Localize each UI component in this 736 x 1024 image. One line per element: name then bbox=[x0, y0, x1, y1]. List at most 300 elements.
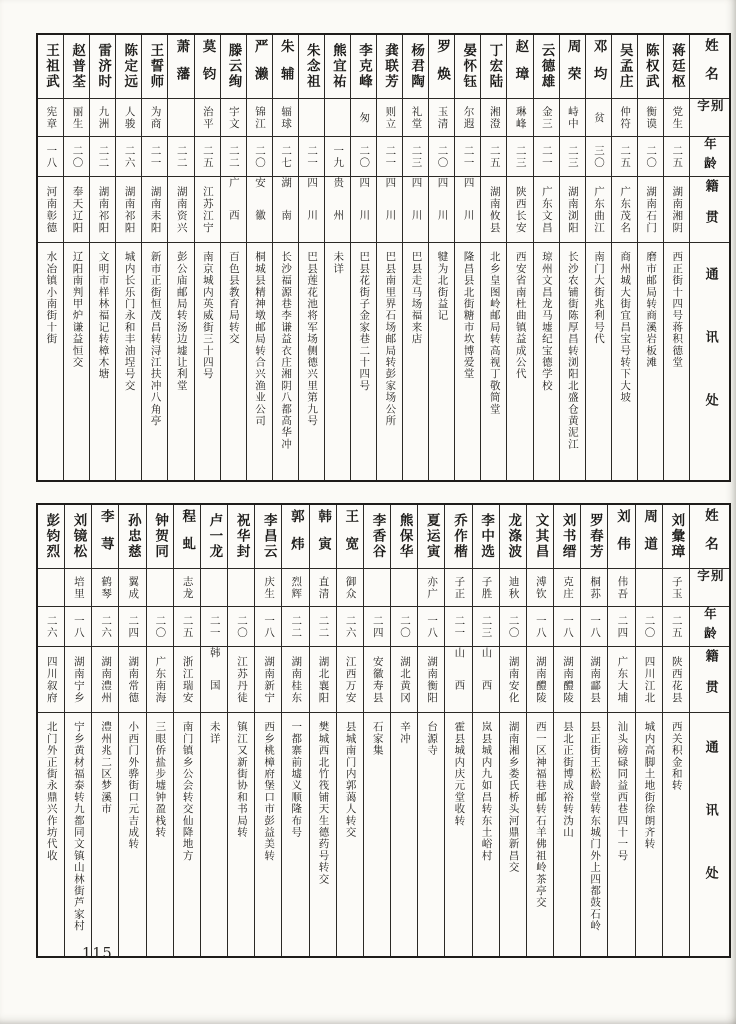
age-cell-text: 二〇 bbox=[235, 614, 248, 639]
age-cell-text: 二一 bbox=[208, 614, 221, 639]
native-place-cell-text: 湖南攸县 bbox=[488, 185, 501, 234]
courtesy-name-cell-text: 贫 bbox=[593, 111, 605, 124]
courtesy-name-cell-text: 仲符 bbox=[619, 105, 632, 130]
native-place-cell bbox=[221, 177, 246, 243]
address-cell bbox=[201, 713, 227, 956]
registry-entry-column bbox=[200, 505, 227, 956]
native-place-cell bbox=[90, 177, 115, 243]
age-cell bbox=[255, 607, 281, 647]
name-cell bbox=[481, 35, 506, 99]
header-age-label: 年龄 bbox=[702, 607, 718, 646]
registry-entry-column bbox=[472, 505, 499, 956]
address-cell bbox=[92, 713, 118, 956]
registry-entry-column bbox=[91, 505, 118, 956]
address-cell bbox=[391, 713, 417, 956]
native-place-cell bbox=[527, 647, 553, 713]
registry-entry-column bbox=[38, 35, 63, 480]
native-place-cell-text: 湖南祁阳 bbox=[97, 185, 110, 234]
name-cell-text: 程虬 bbox=[179, 509, 196, 564]
courtesy-name-cell-text: 峙中 bbox=[566, 105, 579, 130]
name-cell bbox=[310, 505, 336, 569]
native-place-cell bbox=[391, 647, 417, 713]
courtesy-name-cell bbox=[500, 569, 526, 607]
age-cell bbox=[534, 137, 559, 177]
courtesy-name-cell-text: 亦广 bbox=[426, 575, 439, 600]
age-cell bbox=[612, 137, 637, 177]
courtesy-name-cell-text: 伟吾 bbox=[616, 575, 629, 600]
address-cell bbox=[455, 243, 480, 480]
registry-entry-column bbox=[428, 35, 454, 480]
address-cell bbox=[142, 243, 167, 480]
registry-entry-column bbox=[402, 35, 428, 480]
courtesy-name-cell-text: 人骏 bbox=[123, 105, 136, 130]
address-cell bbox=[168, 243, 193, 480]
header-age bbox=[690, 137, 729, 177]
header-courtesy-name bbox=[690, 99, 729, 137]
address-cell bbox=[299, 243, 324, 480]
courtesy-name-cell bbox=[663, 569, 689, 607]
courtesy-name-cell bbox=[255, 569, 281, 607]
name-cell-text: 陈权武 bbox=[642, 43, 659, 90]
address-cell bbox=[325, 243, 350, 480]
name-cell bbox=[228, 505, 254, 569]
address-cell-text: 犍为北街益记 bbox=[436, 251, 449, 322]
name-cell-text: 刘伟 bbox=[613, 509, 630, 564]
age-cell-text: 一八 bbox=[426, 614, 439, 639]
registry-table-bottom bbox=[36, 503, 731, 958]
name-cell bbox=[455, 35, 480, 99]
name-cell-text: 孙忠慈 bbox=[124, 513, 141, 560]
name-cell-text: 萧藩 bbox=[173, 39, 190, 94]
courtesy-name-cell bbox=[337, 569, 363, 607]
address-cell-text: 西一区神福巷邮转石羊佛祖岭茶亭交 bbox=[534, 721, 547, 909]
courtesy-name-cell-text: 庆生 bbox=[263, 575, 276, 600]
name-cell bbox=[255, 505, 281, 569]
address-cell bbox=[337, 713, 363, 956]
native-place-cell bbox=[664, 177, 689, 243]
name-cell bbox=[581, 505, 607, 569]
age-cell bbox=[507, 137, 532, 177]
address-cell bbox=[581, 713, 607, 956]
age-cell bbox=[377, 137, 402, 177]
name-cell-text: 朱念祖 bbox=[303, 43, 320, 90]
native-place-cell bbox=[364, 647, 390, 713]
registry-entry-column bbox=[480, 35, 506, 480]
name-cell-text: 罗焕 bbox=[434, 39, 451, 94]
name-cell bbox=[507, 35, 532, 99]
native-place-cell bbox=[119, 647, 145, 713]
name-cell-text: 陈定远 bbox=[121, 43, 138, 90]
address-cell bbox=[403, 243, 428, 480]
native-place-cell bbox=[299, 177, 324, 243]
address-cell-text: 辛冲 bbox=[398, 721, 411, 745]
address-cell-text: 南京城内英威街三十四号 bbox=[201, 251, 214, 380]
header-age bbox=[690, 607, 729, 647]
age-cell bbox=[90, 137, 115, 177]
age-cell-text: 二二 bbox=[227, 144, 240, 169]
courtesy-name-cell bbox=[586, 99, 611, 137]
header-native-place bbox=[690, 647, 729, 713]
name-cell-text: 王誓师 bbox=[147, 43, 164, 90]
page-number: 115 bbox=[82, 946, 113, 962]
age-cell-text: 二二 bbox=[317, 614, 330, 639]
name-cell bbox=[64, 35, 89, 99]
native-place-cell bbox=[560, 177, 585, 243]
native-place-cell bbox=[638, 177, 663, 243]
address-cell bbox=[119, 713, 145, 956]
courtesy-name-cell bbox=[636, 569, 662, 607]
age-cell bbox=[429, 137, 454, 177]
age-cell bbox=[116, 137, 141, 177]
address-cell-text: 西关积金和转 bbox=[670, 721, 683, 792]
age-cell bbox=[168, 137, 193, 177]
age-cell-text: 二三 bbox=[566, 144, 579, 169]
name-cell-text: 莫钧 bbox=[199, 39, 216, 94]
age-cell bbox=[273, 137, 298, 177]
name-cell bbox=[554, 505, 580, 569]
name-cell-text: 丁宏陆 bbox=[486, 43, 503, 90]
age-cell bbox=[663, 607, 689, 647]
courtesy-name-cell bbox=[142, 99, 167, 137]
address-cell-text: 镇江又新街协和书局转 bbox=[235, 721, 248, 838]
address-cell-text: 北门外正街永鼎兴作坊代收 bbox=[45, 721, 58, 862]
address-cell-text: 巴县走马场福来店 bbox=[410, 251, 423, 345]
name-cell-text: 李昌云 bbox=[260, 513, 277, 560]
registry-entry-column bbox=[89, 35, 115, 480]
native-place-cell-text: 广东茂名 bbox=[619, 185, 632, 234]
age-cell-text: 二一 bbox=[540, 144, 553, 169]
age-cell-text: 二四 bbox=[371, 614, 384, 639]
name-cell-text: 赵普荃 bbox=[69, 43, 86, 90]
native-place-cell bbox=[174, 647, 200, 713]
native-place-cell bbox=[586, 177, 611, 243]
address-cell-text: 石家集 bbox=[371, 721, 384, 757]
native-place-cell bbox=[455, 177, 480, 243]
age-cell-text: 二四 bbox=[616, 614, 629, 639]
name-cell bbox=[377, 35, 402, 99]
age-cell-text: 二六 bbox=[45, 614, 58, 639]
native-place-cell-text: 江苏丹徒 bbox=[235, 655, 248, 704]
name-cell bbox=[92, 505, 118, 569]
registry-entry-column bbox=[607, 505, 634, 956]
name-cell-text: 乔作楷 bbox=[450, 513, 467, 560]
native-place-cell bbox=[554, 647, 580, 713]
name-cell bbox=[325, 35, 350, 99]
name-cell-text: 杨君陶 bbox=[408, 43, 425, 90]
age-cell bbox=[337, 607, 363, 647]
address-cell-text: 百色县教育局转交 bbox=[227, 251, 240, 345]
age-cell-text: 二五 bbox=[181, 614, 194, 639]
courtesy-name-cell bbox=[92, 569, 118, 607]
courtesy-name-cell-text: 金三 bbox=[540, 105, 553, 130]
courtesy-name-cell-text: 子胜 bbox=[480, 575, 493, 600]
address-cell-text: 南门大街兆利号代 bbox=[593, 251, 605, 345]
courtesy-name-cell bbox=[299, 99, 324, 137]
registry-entry-column bbox=[63, 35, 89, 480]
courtesy-name-cell-text: 子玉 bbox=[670, 575, 683, 600]
address-cell-text: 未详 bbox=[208, 721, 221, 745]
native-place-cell-text: 湖南资兴 bbox=[175, 185, 188, 234]
age-cell-text: 二〇 bbox=[71, 144, 84, 169]
age-cell bbox=[174, 607, 200, 647]
address-cell-text: 长沙农铺街陈厚昌转浏阳北盛仓黄泥江 bbox=[566, 251, 579, 450]
courtesy-name-cell bbox=[364, 569, 390, 607]
name-cell bbox=[147, 505, 173, 569]
courtesy-name-cell-text: 玉清 bbox=[436, 105, 449, 130]
age-cell bbox=[38, 607, 64, 647]
registry-entry-column bbox=[635, 505, 662, 956]
age-cell-text: 二〇 bbox=[398, 614, 411, 639]
registry-entry-column bbox=[167, 35, 193, 480]
registry-entry-column bbox=[298, 35, 324, 480]
courtesy-name-cell bbox=[201, 569, 227, 607]
address-cell bbox=[481, 243, 506, 480]
native-place-cell bbox=[228, 647, 254, 713]
native-place-cell-text: 江苏江宁 bbox=[201, 185, 214, 234]
courtesy-name-cell-text: 翼成 bbox=[127, 575, 140, 600]
native-place-cell bbox=[168, 177, 193, 243]
name-cell-text: 龙涤波 bbox=[505, 513, 522, 560]
address-cell bbox=[608, 713, 634, 956]
courtesy-name-cell-text: 溥钦 bbox=[534, 575, 547, 600]
age-cell bbox=[221, 137, 246, 177]
age-cell-text: 二一 bbox=[149, 144, 162, 169]
age-cell-text: 二六 bbox=[100, 614, 113, 639]
courtesy-name-cell-text: 桐荪 bbox=[589, 575, 602, 600]
age-cell-text: 二五 bbox=[671, 144, 684, 169]
native-place-cell-text: 安徽 bbox=[253, 177, 266, 242]
address-cell-text: 西正街十四号蒋积德堂 bbox=[671, 251, 684, 368]
address-cell bbox=[116, 243, 141, 480]
registry-entry-column bbox=[585, 35, 611, 480]
native-place-cell-text: 湖南湘阴 bbox=[671, 185, 684, 234]
native-place-cell bbox=[337, 647, 363, 713]
name-cell-text: 罗春芳 bbox=[586, 513, 603, 560]
name-cell bbox=[664, 35, 689, 99]
address-cell-text: 桐城县精神墩邮局转合兴渔业公司 bbox=[253, 251, 266, 427]
age-cell bbox=[282, 607, 308, 647]
age-cell bbox=[201, 607, 227, 647]
name-cell bbox=[168, 35, 193, 99]
native-place-cell-text: 四川 bbox=[436, 177, 449, 242]
header-address bbox=[690, 243, 729, 480]
courtesy-name-cell-text: 培里 bbox=[72, 575, 85, 600]
age-cell-text: 二〇 bbox=[358, 144, 371, 169]
address-cell bbox=[560, 243, 585, 480]
age-cell-text: 二四 bbox=[127, 614, 140, 639]
name-cell bbox=[90, 35, 115, 99]
address-cell bbox=[65, 713, 91, 956]
name-cell-text: 刘镜松 bbox=[70, 513, 87, 560]
header-name bbox=[690, 35, 729, 99]
age-cell-text: 一八 bbox=[589, 614, 602, 639]
native-place-cell bbox=[38, 177, 63, 243]
address-cell bbox=[527, 713, 553, 956]
name-cell-text: 李香谷 bbox=[369, 513, 386, 560]
name-cell-text: 云德雄 bbox=[538, 43, 555, 90]
courtesy-name-cell bbox=[38, 99, 63, 137]
header-native-place bbox=[690, 177, 729, 243]
native-place-cell-text: 湖南 bbox=[280, 177, 293, 242]
courtesy-name-cell-text: 御众 bbox=[344, 575, 357, 600]
native-place-cell-text: 四川 bbox=[358, 177, 371, 242]
native-place-cell bbox=[663, 647, 689, 713]
age-cell-text: 一八 bbox=[562, 614, 574, 639]
age-cell-text: 二〇 bbox=[253, 144, 266, 169]
native-place-cell bbox=[65, 647, 91, 713]
native-place-cell-text: 湖南安化 bbox=[507, 655, 520, 704]
courtesy-name-cell bbox=[351, 99, 376, 137]
age-cell-text: 二一 bbox=[453, 614, 466, 639]
name-cell bbox=[429, 35, 454, 99]
registry-entry-column bbox=[146, 505, 173, 956]
courtesy-name-cell-text: 九洲 bbox=[97, 105, 110, 130]
registry-entry-column bbox=[324, 35, 350, 480]
courtesy-name-cell-text: 烈辉 bbox=[290, 575, 303, 600]
courtesy-name-cell bbox=[174, 569, 200, 607]
native-place-cell bbox=[195, 177, 220, 243]
native-place-cell-text: 湖北襄阳 bbox=[317, 655, 330, 704]
native-place-cell bbox=[351, 177, 376, 243]
address-cell-text: 新市正街恒茂昌转浔江扶冲八角亭 bbox=[149, 251, 162, 427]
native-place-cell-text: 湖南酃县 bbox=[589, 655, 602, 704]
courtesy-name-cell bbox=[310, 569, 336, 607]
header-age-label: 年龄 bbox=[702, 137, 718, 176]
address-cell-text: 南门镇乡公会转交仙降地方 bbox=[181, 721, 194, 862]
address-cell-text: 湖南湘乡娄氏桥头河鼎新昌交 bbox=[507, 721, 520, 874]
name-cell-text: 韩寅 bbox=[315, 509, 332, 564]
registry-entry-column bbox=[194, 35, 220, 480]
native-place-cell bbox=[418, 647, 444, 713]
courtesy-name-cell-text: 直清 bbox=[317, 575, 330, 600]
courtesy-name-cell bbox=[560, 99, 585, 137]
address-cell bbox=[664, 243, 689, 480]
native-place-cell bbox=[608, 647, 634, 713]
age-cell-text: 二五 bbox=[670, 614, 683, 639]
native-place-cell bbox=[581, 647, 607, 713]
address-cell-text: 未详 bbox=[332, 251, 345, 275]
registry-entry-column bbox=[444, 505, 471, 956]
name-cell-text: 刘书缙 bbox=[559, 513, 576, 560]
native-place-cell-text: 湖南常德 bbox=[127, 655, 140, 704]
native-place-cell-text: 韩国 bbox=[208, 647, 221, 712]
age-cell-text: 一八 bbox=[534, 614, 547, 639]
address-cell-text: 澧州兆二区梦溪市 bbox=[100, 721, 113, 815]
name-cell-text: 钟贺同 bbox=[152, 513, 169, 560]
registry-entry-column bbox=[246, 35, 272, 480]
registry-entry-column bbox=[173, 505, 200, 956]
address-cell bbox=[147, 713, 173, 956]
courtesy-name-cell bbox=[612, 99, 637, 137]
courtesy-name-cell bbox=[247, 99, 272, 137]
age-cell-text: 二一 bbox=[306, 144, 319, 169]
courtesy-name-cell-text: 辐球 bbox=[280, 105, 293, 130]
address-cell bbox=[507, 243, 532, 480]
registry-entry-column bbox=[141, 35, 167, 480]
native-place-cell-text: 广东文昌 bbox=[540, 185, 553, 234]
name-cell bbox=[351, 35, 376, 99]
address-cell-text: 琼州文昌龙马墟纪宝德学校 bbox=[540, 251, 553, 392]
native-place-cell bbox=[247, 177, 272, 243]
courtesy-name-cell bbox=[273, 99, 298, 137]
age-cell bbox=[310, 607, 336, 647]
age-cell-text: 二〇 bbox=[507, 614, 520, 639]
age-cell-text: 二一 bbox=[462, 144, 475, 169]
native-place-cell-text: 湖南醴陵 bbox=[534, 655, 547, 704]
name-cell bbox=[663, 505, 689, 569]
native-place-cell-text: 湖南新宁 bbox=[263, 655, 276, 704]
courtesy-name-cell bbox=[638, 99, 663, 137]
name-cell bbox=[612, 35, 637, 99]
native-place-cell-text: 贵州 bbox=[332, 177, 345, 242]
native-place-cell bbox=[473, 647, 499, 713]
native-place-cell-text: 四川 bbox=[384, 177, 397, 242]
address-cell bbox=[228, 713, 254, 956]
address-cell bbox=[429, 243, 454, 480]
native-place-cell-text: 奉天辽阳 bbox=[71, 185, 84, 234]
registry-entry-column bbox=[376, 35, 402, 480]
age-cell-text: 一八 bbox=[45, 144, 58, 169]
age-cell bbox=[38, 137, 63, 177]
header-native-place-label: 籍贯 bbox=[702, 178, 718, 241]
registry-entry-column bbox=[663, 35, 689, 480]
native-place-cell bbox=[310, 647, 336, 713]
name-cell bbox=[65, 505, 91, 569]
name-cell-text: 蒋廷枢 bbox=[668, 43, 685, 90]
courtesy-name-cell bbox=[38, 569, 64, 607]
age-cell bbox=[473, 607, 499, 647]
name-cell bbox=[418, 505, 444, 569]
registry-entry-column bbox=[227, 505, 254, 956]
registry-entry-column bbox=[220, 35, 246, 480]
name-cell bbox=[38, 505, 64, 569]
age-cell bbox=[455, 137, 480, 177]
native-place-cell bbox=[325, 177, 350, 243]
registry-entry-column bbox=[281, 505, 308, 956]
address-cell bbox=[351, 243, 376, 480]
registry-entry-column bbox=[363, 505, 390, 956]
name-cell bbox=[527, 505, 553, 569]
name-cell bbox=[638, 35, 663, 99]
table-header-column bbox=[689, 35, 729, 480]
native-place-cell bbox=[445, 647, 471, 713]
name-cell-text: 彭钧烈 bbox=[43, 513, 60, 560]
courtesy-name-cell bbox=[608, 569, 634, 607]
address-cell-text: 县北正街博成裕转沩山 bbox=[562, 721, 574, 838]
age-cell bbox=[500, 607, 526, 647]
courtesy-name-cell bbox=[581, 569, 607, 607]
native-place-cell bbox=[377, 177, 402, 243]
name-cell-text: 王宽 bbox=[342, 509, 359, 564]
address-cell bbox=[174, 713, 200, 956]
name-cell-text: 周道 bbox=[641, 509, 658, 564]
age-cell-text: 一八 bbox=[72, 614, 85, 639]
address-cell bbox=[247, 243, 272, 480]
courtesy-name-cell-text: 治平 bbox=[201, 105, 214, 130]
address-cell bbox=[612, 243, 637, 480]
age-cell-text: 二六 bbox=[344, 614, 357, 639]
registry-entry-column bbox=[336, 505, 363, 956]
native-place-cell-text: 湖南桂东 bbox=[290, 655, 303, 704]
native-place-cell bbox=[273, 177, 298, 243]
name-cell-text: 严濑 bbox=[251, 39, 268, 94]
native-place-cell-text: 陕西花县 bbox=[670, 655, 683, 704]
header-address bbox=[690, 713, 729, 956]
address-cell-text: 县正街王松龄堂转东城门外上四都鼓石岭 bbox=[589, 721, 602, 932]
address-cell bbox=[255, 713, 281, 956]
age-cell-text: 二三 bbox=[514, 144, 527, 169]
native-place-cell-text: 湖南醴陵 bbox=[562, 655, 574, 704]
